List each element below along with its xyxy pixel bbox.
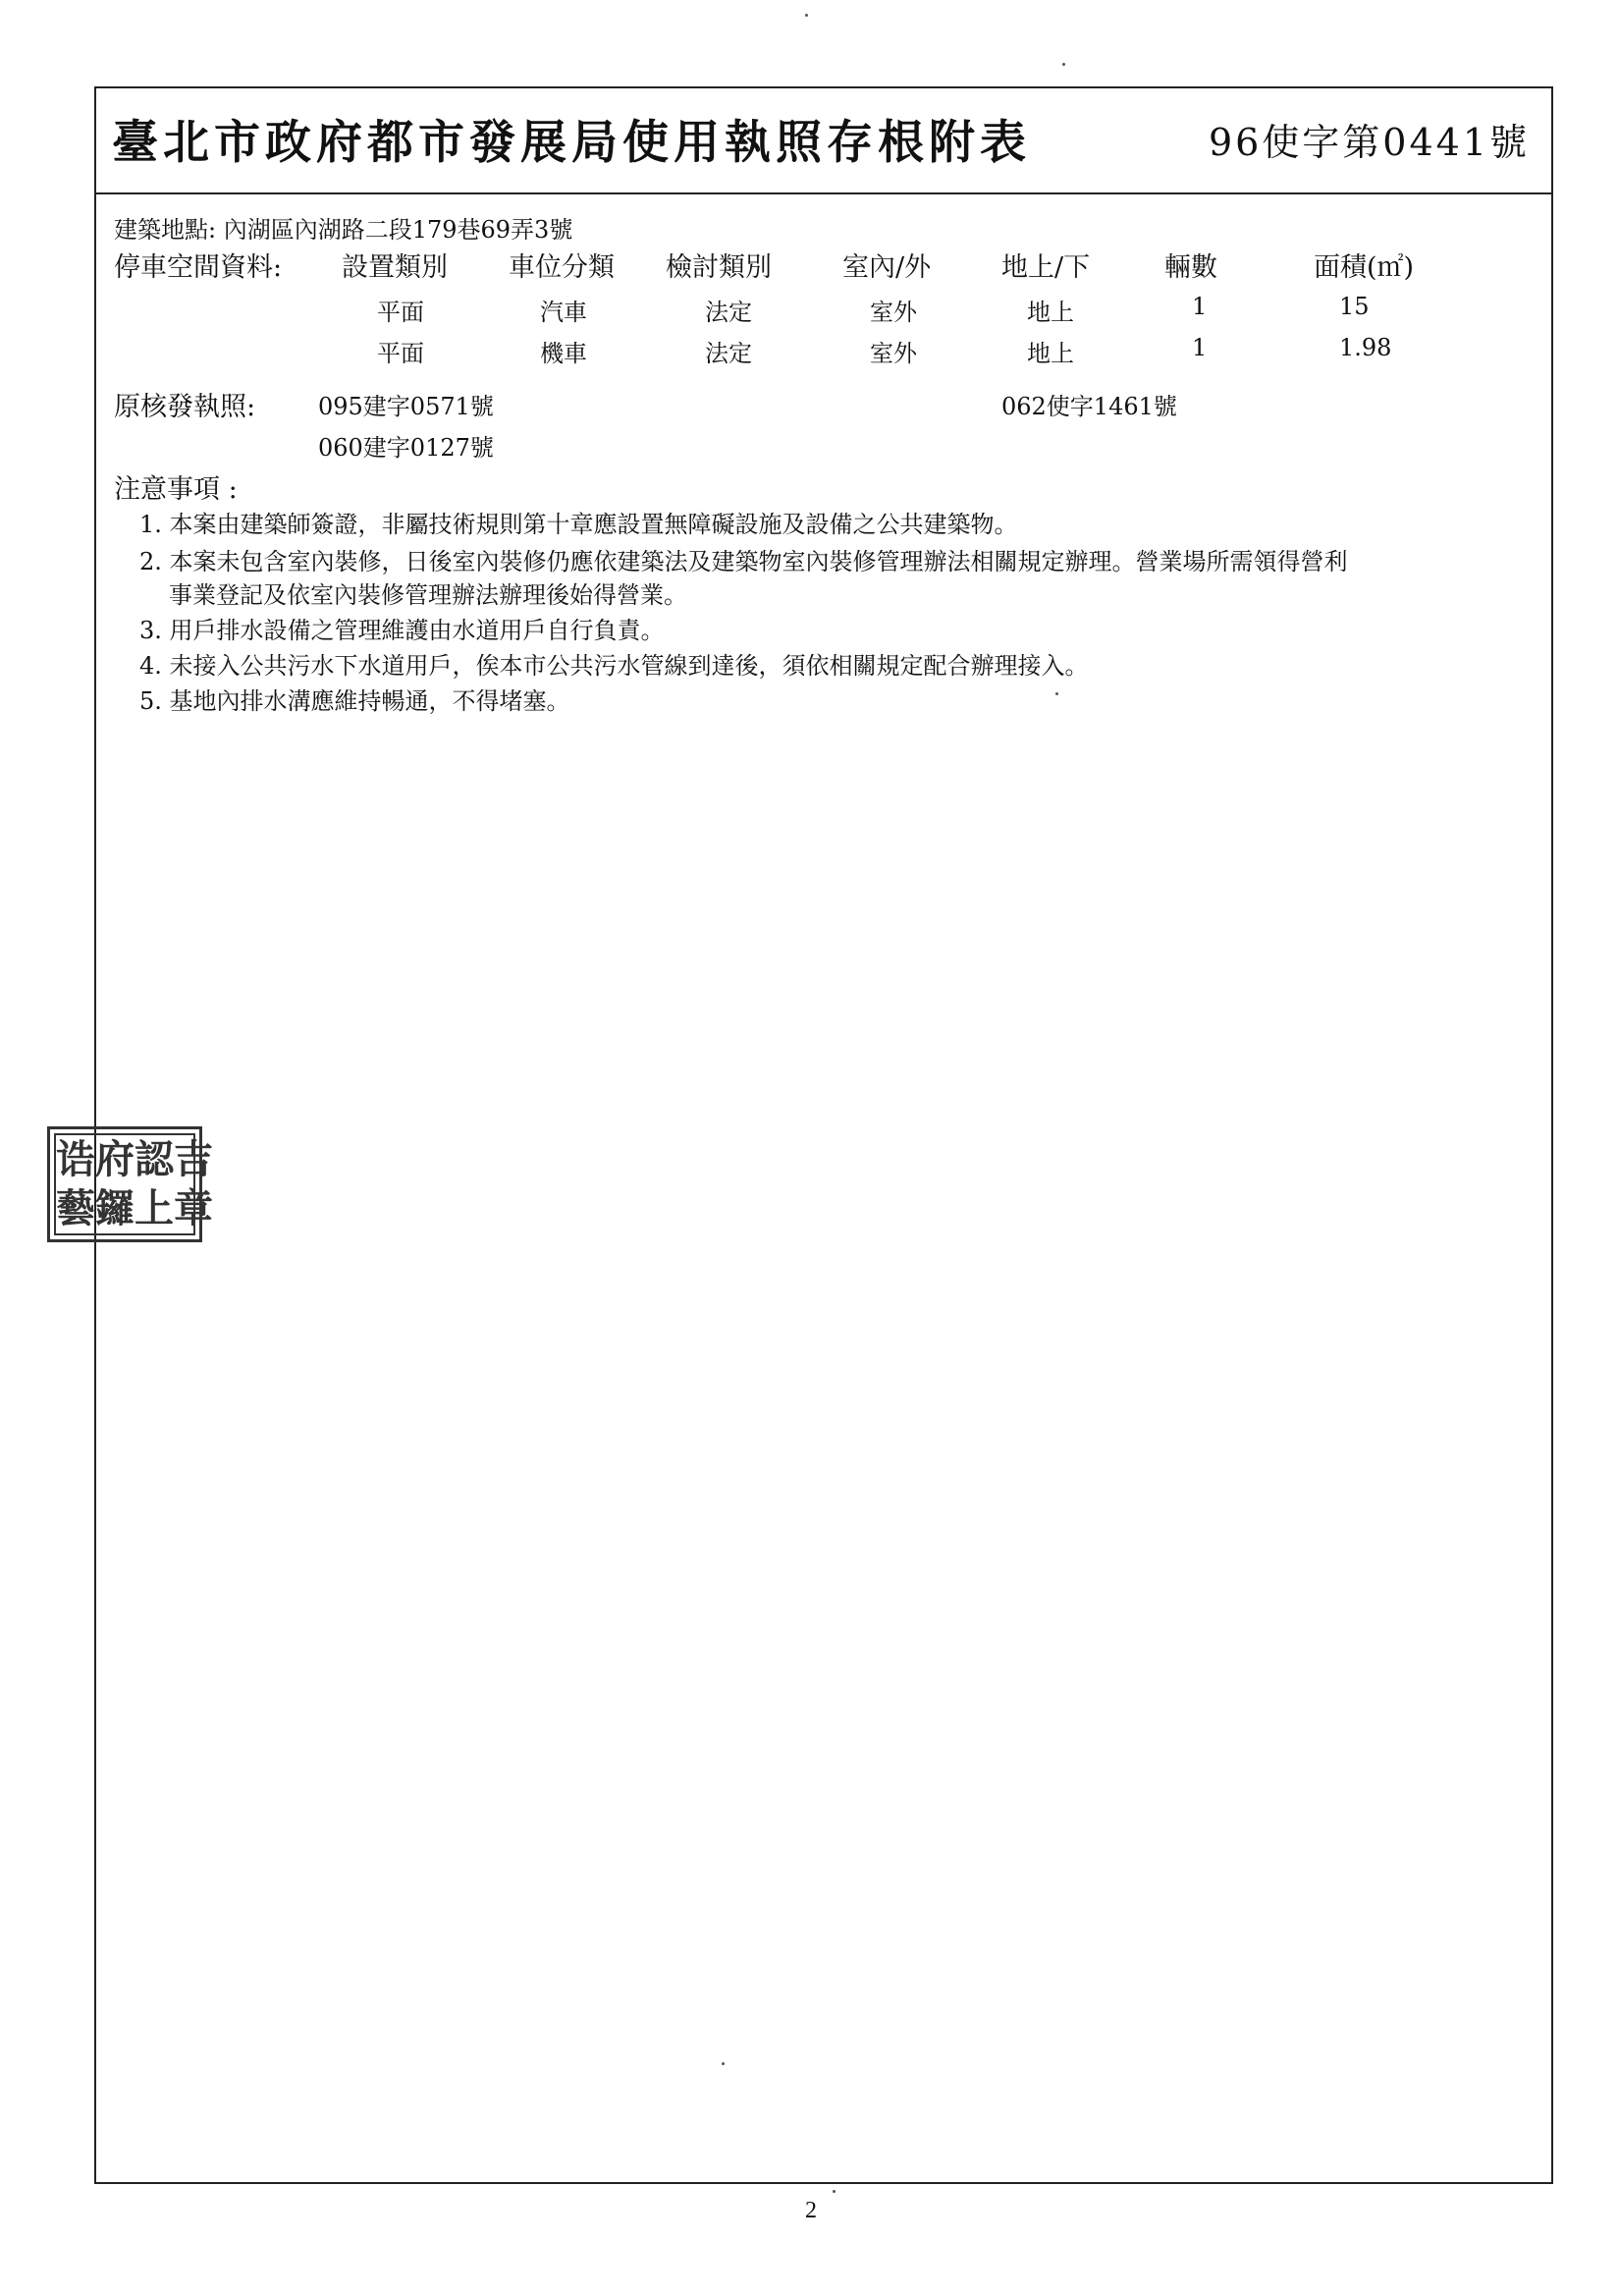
original-license-item: 095建字0571號	[318, 393, 494, 420]
parking-col-header: 檢討類別	[666, 252, 772, 283]
seal-grid	[54, 1133, 213, 1235]
seal-char: 上	[135, 1185, 174, 1231]
scan-speck	[1062, 63, 1065, 66]
note-item: 1. 本案由建築師簽證，非屬技術規則第十章應設置無障礙設施及設備之公共建築物。	[139, 511, 1018, 538]
notes-heading: 注意事項 :	[114, 474, 238, 505]
page-number: 2	[805, 2198, 817, 2223]
parking-cell: 地上	[1027, 299, 1074, 326]
document-frame	[94, 86, 1553, 2184]
document-title: 臺北市政府都市發展局使用執照存根附表	[112, 116, 1031, 170]
parking-col-header: 室內/外	[842, 252, 932, 283]
title-row	[96, 88, 1551, 194]
parking-cell: 法定	[705, 299, 752, 326]
parking-cell: 15	[1339, 293, 1370, 320]
seal-char: 吉	[174, 1136, 213, 1182]
parking-cell: 法定	[705, 340, 752, 367]
parking-cell: 平面	[377, 340, 424, 367]
note-item: 2. 本案未包含室內裝修，日後室內裝修仍應依建築法及建築物室內裝修管理辦法相關規定辦理。營業場所需領得營利	[139, 548, 1348, 575]
parking-cell: 1.98	[1339, 334, 1392, 361]
parking-cell: 平面	[377, 299, 424, 326]
parking-label: 停車空間資料:	[114, 252, 283, 283]
note-item: 4. 未接入公共污水下水道用戶，俟本市公共污水管線到達後，須依相關規定配合辦理接入。	[139, 652, 1089, 680]
parking-cell: 1	[1192, 293, 1208, 320]
parking-cell: 地上	[1027, 340, 1074, 367]
parking-cell: 汽車	[540, 299, 587, 326]
seal-char: 認	[135, 1136, 174, 1182]
scan-speck	[833, 2190, 836, 2193]
parking-cell: 室外	[870, 299, 917, 326]
parking-col-header: 輛數	[1164, 252, 1217, 283]
scan-speck	[805, 14, 808, 17]
original-license-item: 062使字1461號	[1001, 393, 1177, 420]
parking-col-header: 車位分類	[509, 252, 615, 283]
seal-char: 鑼	[95, 1185, 135, 1231]
parking-cell: 室外	[870, 340, 917, 367]
note-item: 5. 基地內排水溝應維持暢通，不得堵塞。	[139, 687, 570, 715]
seal-char: 府	[95, 1136, 135, 1182]
permit-number: 96使字第0441號	[1208, 121, 1530, 164]
parking-cell: 機車	[540, 340, 587, 367]
note-item: 事業登記及依室內裝修管理辦法辦理後始得營業。	[169, 581, 687, 609]
seal-char: 诰	[56, 1136, 95, 1182]
site-address: 建築地點: 內湖區內湖路二段179巷69弄3號	[114, 216, 573, 244]
parking-cell: 1	[1192, 334, 1208, 361]
original-license-label: 原核發執照:	[114, 392, 256, 422]
seal-char: 藝	[56, 1185, 95, 1231]
seal-char: 章	[174, 1185, 213, 1231]
note-item: 3. 用戶排水設備之管理維護由水道用戶自行負責。	[139, 617, 665, 644]
parking-col-header: 面積(㎡)	[1314, 252, 1415, 283]
parking-col-header: 設置類別	[342, 252, 448, 283]
official-seal-stamp	[47, 1126, 213, 1242]
original-license-item: 060建字0127號	[318, 434, 494, 462]
parking-col-header: 地上/下	[1001, 252, 1091, 283]
